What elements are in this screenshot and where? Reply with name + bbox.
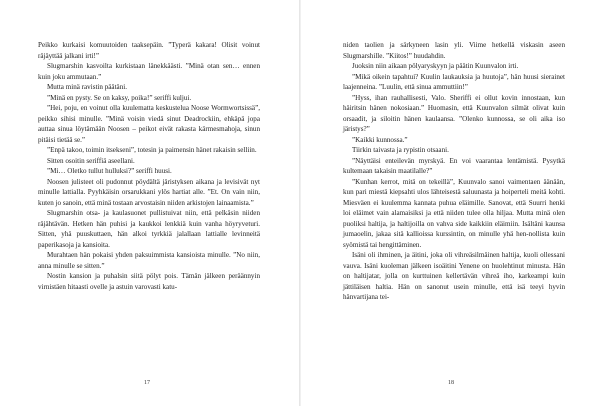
paragraph: ”Hei, poju, en voinut olla kuulematta keskustelua Noose Wormwortsissä”, peikko sihisi minulle. ”Minä voisin viedä sinut Deadrockiin, ehkäpä jopa auttaa sinua löytämään Noosen – peikot eivät rakasta kärmesmahoja, sinun pitäisi tietää se.” [38, 104, 260, 144]
paragraph: ”Kunhan kerrot, mitä on tekeillä”, Kuunvalo sanoi vaimentaen äänään, kun pari miestä kiepsahti ulos lähteisestä saluunasta ja hoiperteli meitä kohti. Miesväen ei kuulemma kannata puhua eläimille. Sanovat, että Suurri henki loi eläimet vain alamaisiksi ja että niiden tulee olla hiljaa. Mutta minä olen puoliksi haltija, ja haltijoilla on vahva side kaikkiin eläimiin. Isältäni kaunsa jumaoelin, jakaa sitä kallioissa kurssintin, on minulle yhä hen-nollista kuin syömistä tai hengittäminen. [343, 177, 565, 249]
paragraph: Tiirkin taivasta ja rypistin otsaani. [352, 146, 449, 154]
paragraph: ”Kaikki kunnossa.” [352, 135, 408, 144]
paragraph: Nostin kansion ja puhalsin siitä pölyt pois. Tämän jälkeen peräännyin virnistäen hitaasti ovelle ja astuin varovasti katu- [38, 272, 260, 291]
paragraph: Murahtaen hän pokaisi yhden paksuimmista kansioista minulle. ”No niin, anna minulle se sitten.” [38, 251, 260, 270]
paragraph: ”Hyss, ihan rauhallisesti, Valo. Sheriffi ei ollut kovin innostaan, kun häiritsin hänen nokosiaan.” Huomasin, että Kuunvalon silmät olivat kuin orsaadit, ja siloitin hänen kaulaansa. ”Olenko kunnossa, se oli aika iso järistys?” [343, 93, 565, 133]
paragraph: niden taolien ja särkyneen lasin yli. Viime hetkellä viskasin aseen Slugmarshille. ”Kiitos!” huudahdin. [343, 41, 565, 60]
paragraph: Slugmarshin otsa- ja kaulasuonet pullistuivat niin, että pelkäsin niiden räjähtävän. Hetken hän puhisi ja kaukkoi lenkkiä kuin vanha höyryveturi. Sitten, yhä puuskuttaen, hän alkoi tyrkkiä jalallaan lattialle levinneitä paperikasoja ja kansioita. [38, 209, 260, 249]
paragraph: ”Enpä takoo, toimin itsekseni”, totesin ja paimensin hänet rakaisin selliin. [47, 146, 257, 154]
right-page [301, 0, 600, 406]
left-page [0, 0, 299, 406]
paragraph: Slugmarshin kasvoilta kurkistaan länekkäästi. ”Minä otan sen… ennen kuin joku ammutaan.” [38, 62, 260, 81]
paragraph: Isäni oli ihminen, ja äitini, joka oli vihreäsilmäinen haltija, kuoli ollessani vauva. Isäni kuoleman jälkeen isoäitini Yenene on huolehtinut minusta. Hän on haltijatar, jolla on kurttuinen kellertävän vihreä iho, karkeampi kuin jättiläisen haltia. Hän on sanonut usein minulle, että isä teeyi hyvin hänvartijana tei- [343, 251, 565, 301]
paragraph: Noosen julisteet oli pudonnut pöydältä järistyksen aikana ja levisivät nyt minulle lattialla. Pyyhkäisin orsarukkani ylös hartiat alle. ”Et. On vain niin, kuten jo sanoin, että minä tostaan arvostaisin niiden arkistojen lainaamista.” [38, 177, 260, 207]
paragraph: ”Mikä oikein tapahtui? Kuulin laukauksia ja huutoja”, hän huusi sierainet laajenneina. ”Luulin, että sinua ammuttiin!” [343, 72, 565, 91]
paragraph: ”Näyttäisi enteilevän myrskyä. En voi vaarantaa lentämistä. Pysytkä kultemaan takaisin maatilalle?” [343, 156, 565, 175]
page-number: 18 [448, 380, 454, 386]
paragraph: Peikko kurkaisi komuutoiden taaksepäin. ”Typerä kakara! Olisit voinut räjäyttää jalkani irti!” [38, 41, 260, 60]
paragraph: ”Minä en pysty. Se on kaksy, poika!” seriffi kuljui. [47, 93, 192, 102]
right-page-text [343, 40, 565, 303]
paragraph: ”Mi… Oletko tullut hulluksi?” seriffi huusi. [47, 167, 172, 175]
paragraph: Juoksin niin aikaan pölyaryskyyn ja päätin Kuunvalon irti. [352, 62, 519, 70]
paragraph: Mutta minä ravistin päätäni. [47, 83, 127, 91]
paragraph: Sitten osoitin seriffiä aseellani. [47, 156, 135, 165]
left-page-text [38, 40, 260, 292]
page-number: 17 [144, 380, 150, 386]
